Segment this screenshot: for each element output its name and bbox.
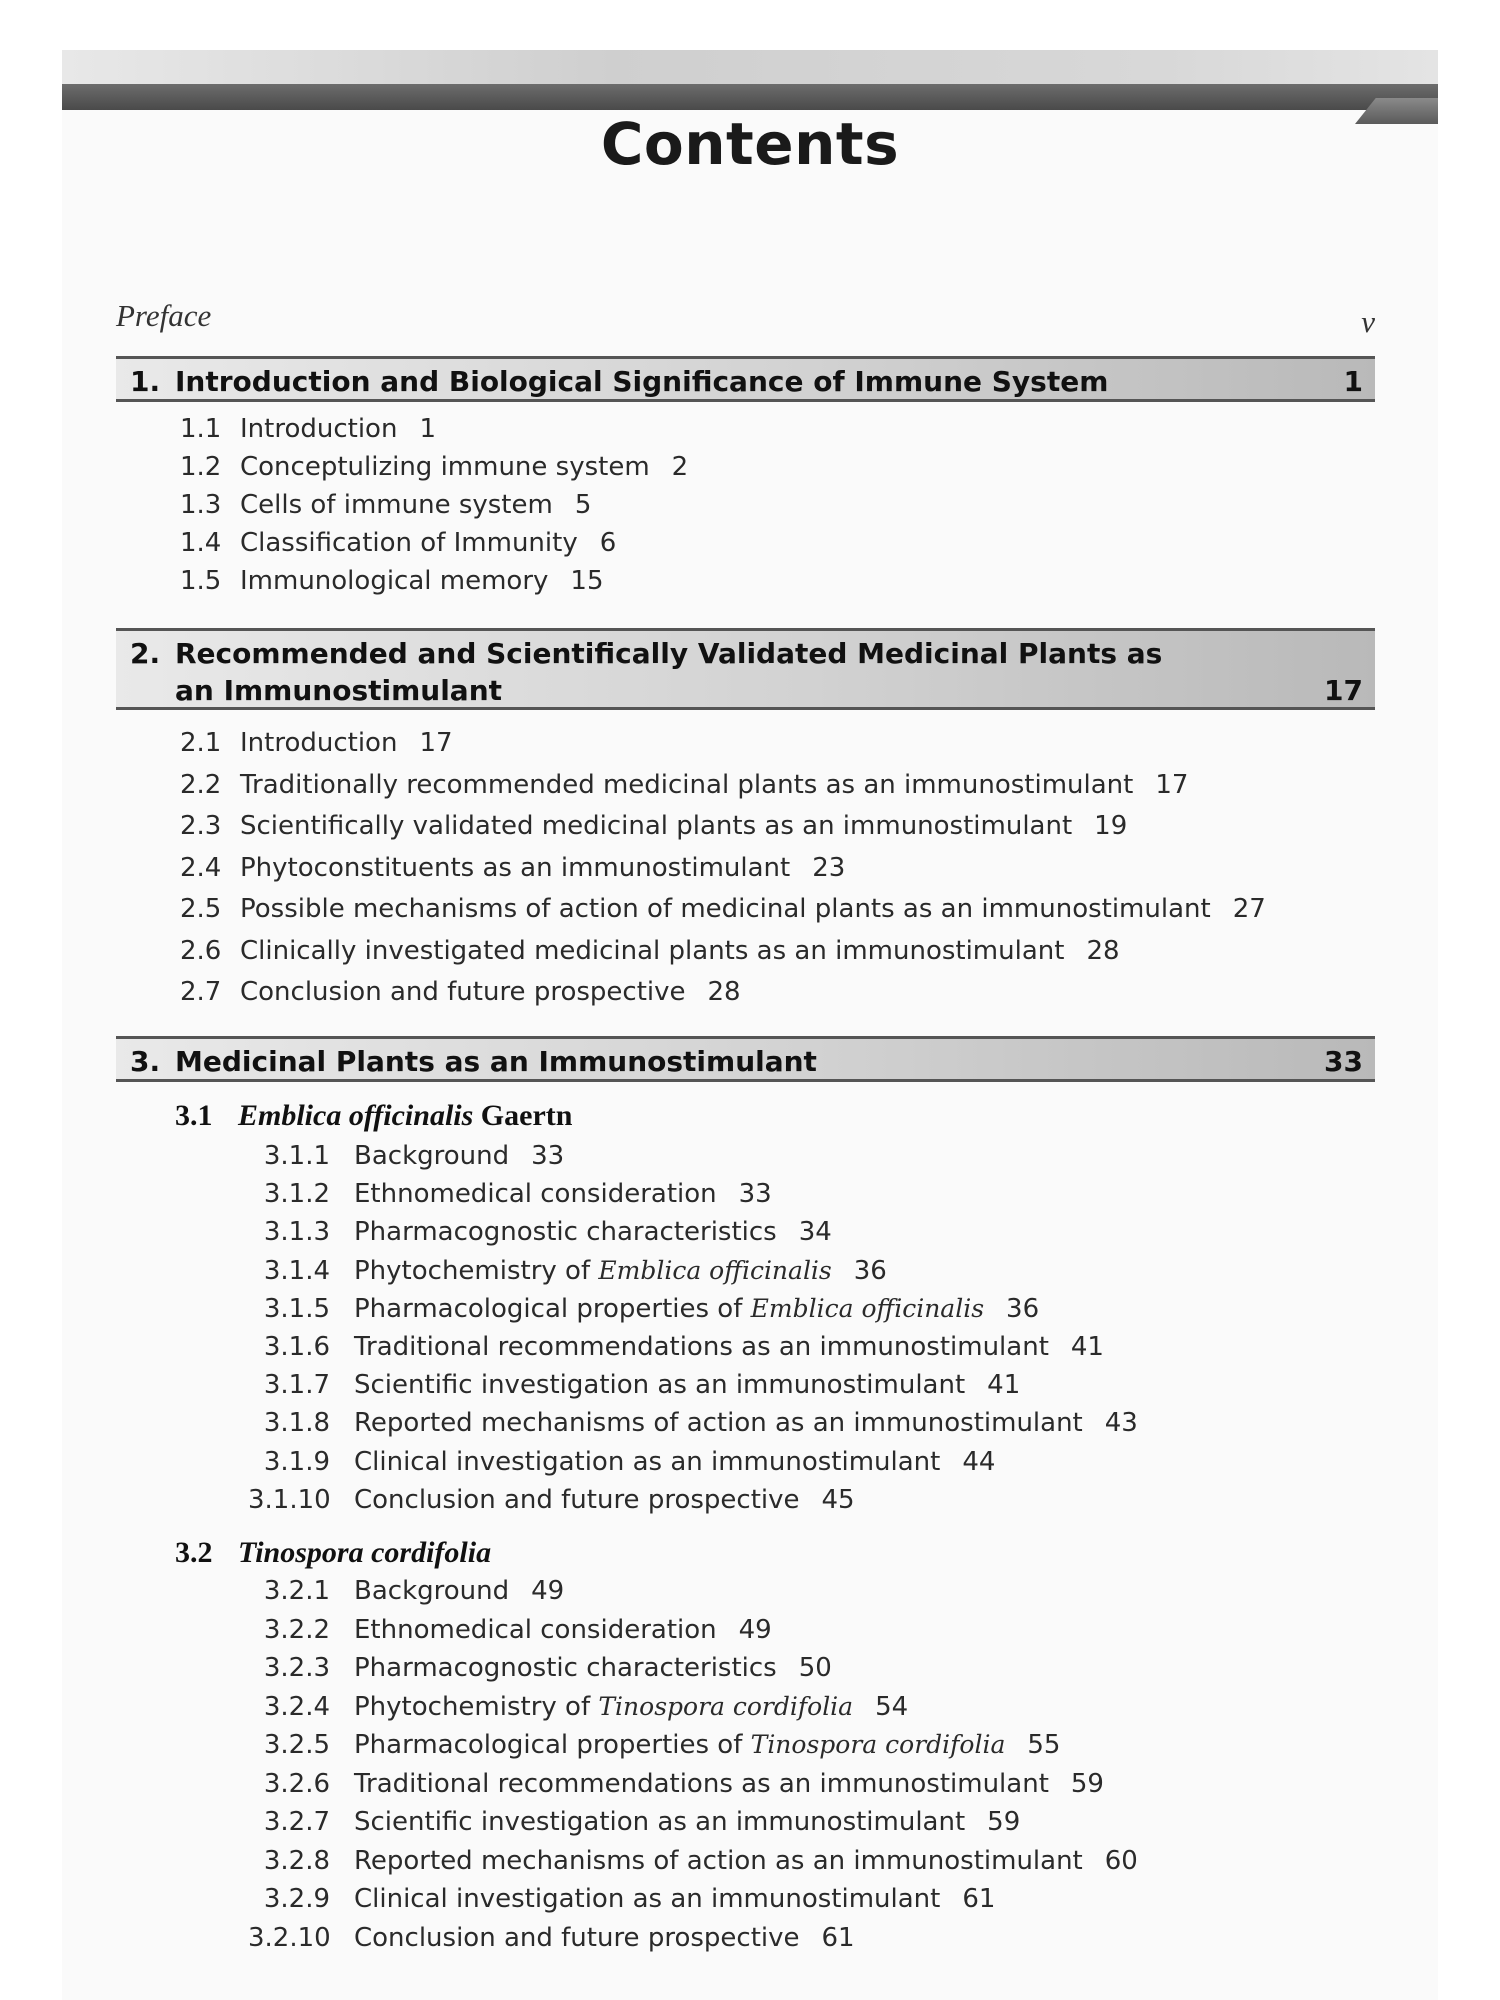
chapter-3-heading[interactable] [116, 1036, 1375, 1082]
entry-number: 3.1.8 [263, 1408, 330, 1439]
section-plant-author: Gaertn [480, 1099, 573, 1132]
entry-page: 44 [962, 1446, 996, 1477]
chapter-2-entry[interactable] [180, 852, 846, 883]
entry-page: 17 [419, 728, 453, 758]
entry-page: 59 [987, 1807, 1021, 1837]
entry-page: 36 [853, 1255, 887, 1286]
entry-page: 33 [738, 1179, 772, 1210]
entry-page: 59 [1070, 1768, 1104, 1799]
section-plant-name: Tinospora cordifolia [238, 1536, 492, 1569]
entry-title: Possible mechanisms of action of medicinal plants as an immunostimulant 27 [240, 894, 1266, 924]
entry-title: Reported mechanisms of action as an immunostimulant 43 [354, 1408, 1138, 1439]
entry-plant-name: Emblica officinalis [598, 1255, 832, 1285]
entry-title: Clinical investigation as an immunostimulant 44 [354, 1446, 996, 1477]
entry-title: Traditional recommendations as an immunostimulant 41 [354, 1332, 1104, 1362]
entry-number: 3.2.1 [263, 1576, 330, 1606]
section-number: 3.2 [175, 1536, 213, 1569]
section-3-1-entry[interactable] [248, 1484, 855, 1515]
section-3-2-entry[interactable] [248, 1576, 565, 1606]
entry-page: 27 [1232, 894, 1266, 924]
entry-title: Traditionally recommended medicinal plants as an immunostimulant 17 [240, 769, 1189, 800]
entry-number: 2.5 [180, 894, 222, 924]
entry-number: 3.2.10 [248, 1922, 331, 1953]
entry-title: Conceptulizing immune system 2 [240, 452, 689, 482]
chapter-title-line-1: Recommended and Scientifically Validated Medicinal Plants as [175, 637, 1163, 670]
entry-title: Clinically investigated medicinal plants as an immunostimulant 28 [240, 935, 1120, 966]
entry-page: 50 [798, 1653, 832, 1683]
section-3-1-entry[interactable] [248, 1217, 832, 1248]
entry-number: 2.1 [180, 728, 222, 758]
entry-page: 36 [1006, 1293, 1040, 1324]
entry-page: 61 [821, 1922, 855, 1953]
chapter-number: 1. [130, 365, 161, 398]
chapter-1-heading[interactable] [116, 356, 1375, 402]
section-3-2-entry[interactable] [248, 1807, 1021, 1837]
preface-page: v [1361, 304, 1375, 339]
entry-title: Ethnomedical consideration 33 [354, 1179, 772, 1210]
entry-number: 3.2.8 [263, 1845, 330, 1876]
entry-title: Phytochemistry of Tinospora cordifolia 54 [354, 1691, 909, 1722]
section-3-2-entry[interactable] [248, 1691, 909, 1722]
entry-page: 49 [531, 1576, 565, 1606]
entry-title: Conclusion and future prospective 45 [354, 1484, 855, 1515]
entry-number: 2.2 [180, 769, 222, 800]
chapter-2-heading[interactable] [116, 628, 1375, 710]
chapter-2-entry[interactable] [180, 977, 741, 1007]
entry-title: Background 33 [354, 1141, 565, 1171]
chapter-title-line-2: an Immunostimulant [175, 674, 503, 707]
chapter-1-entry[interactable] [180, 414, 436, 444]
entry-number: 3.1.2 [263, 1179, 330, 1210]
entry-title: Background 49 [354, 1576, 565, 1606]
chapter-2-entry[interactable] [180, 769, 1189, 800]
entry-number: 3.1.3 [263, 1217, 330, 1248]
entry-page: 41 [987, 1370, 1021, 1401]
entry-page: 2 [671, 452, 689, 482]
entry-number: 2.6 [180, 935, 222, 966]
entry-title: Phytoconstituents as an immunostimulant 23 [240, 852, 846, 883]
chapter-2-entry[interactable] [180, 894, 1266, 924]
header-band-highlight [62, 50, 1438, 84]
entry-page: 61 [962, 1884, 996, 1914]
entry-title: Introduction 17 [240, 728, 453, 758]
section-3-1-entry[interactable] [248, 1293, 1040, 1324]
entry-page: 15 [570, 566, 604, 596]
section-3-1-entry[interactable] [248, 1408, 1138, 1439]
entry-number: 2.4 [180, 852, 222, 883]
entry-number: 2.7 [180, 977, 222, 1007]
entry-title: Clinical investigation as an immunostimulant 61 [354, 1884, 996, 1914]
entry-number: 3.1.9 [263, 1446, 330, 1477]
section-3-2-entry[interactable] [248, 1614, 772, 1645]
chapter-2-entry[interactable] [180, 811, 1128, 841]
chapter-2-entry[interactable] [180, 935, 1120, 966]
section-3-1-entry[interactable] [248, 1255, 887, 1286]
entry-number: 2.3 [180, 811, 222, 841]
entry-title: Scientific investigation as an immunostimulant 41 [354, 1370, 1021, 1401]
entry-title: Pharmacognostic characteristics 50 [354, 1653, 832, 1683]
section-3-2-entry[interactable] [248, 1922, 855, 1953]
entry-number: 1.5 [180, 566, 222, 596]
entry-page: 33 [531, 1141, 565, 1171]
entry-page: 6 [599, 528, 617, 558]
section-3-2-entry[interactable] [248, 1768, 1104, 1799]
entry-title: Ethnomedical consideration 49 [354, 1614, 772, 1645]
section-3-1-entry[interactable] [248, 1370, 1021, 1401]
entry-title: Conclusion and future prospective 28 [240, 977, 741, 1007]
entry-number: 1.4 [180, 528, 222, 558]
chapter-page: 1 [1343, 365, 1363, 398]
entry-number: 1.3 [180, 490, 222, 520]
entry-plant-name: Emblica officinalis [750, 1293, 985, 1323]
entry-page: 41 [1070, 1332, 1104, 1362]
entry-title: Traditional recommendations as an immunostimulant 59 [354, 1768, 1104, 1799]
chapter-1-entry[interactable] [180, 452, 689, 482]
chapter-page: 33 [1324, 1045, 1363, 1078]
section-number: 3.1 [175, 1099, 213, 1132]
entry-title: Phytochemistry of Emblica officinalis 36 [354, 1255, 887, 1286]
entry-title: Reported mechanisms of action as an immunostimulant 60 [354, 1845, 1138, 1876]
entry-page: 54 [875, 1691, 909, 1722]
preface-entry[interactable] [116, 298, 1375, 338]
entry-page: 23 [812, 852, 846, 883]
entry-page: 49 [738, 1614, 772, 1645]
entry-number: 3.2.9 [263, 1884, 330, 1914]
preface-label: Preface [116, 298, 212, 333]
chapter-1-entry[interactable] [180, 528, 617, 558]
entry-number: 3.1.5 [263, 1293, 330, 1324]
chapter-title: Introduction and Biological Significance of Immune System [175, 365, 1109, 398]
entry-title: Scientifically validated medicinal plants as an immunostimulant 19 [240, 811, 1128, 841]
entry-number: 3.1.10 [248, 1484, 331, 1515]
entry-title: Conclusion and future prospective 61 [354, 1922, 855, 1953]
entry-title: Classification of Immunity 6 [240, 528, 617, 558]
entry-number: 3.2.6 [263, 1768, 330, 1799]
section-3-2-entry[interactable] [248, 1730, 1061, 1760]
entry-plant-name: Tinospora cordifolia [598, 1691, 854, 1721]
section-3-2-heading[interactable] [175, 1536, 491, 1570]
chapter-title: Medicinal Plants as an Immunostimulant [175, 1045, 817, 1078]
entry-page: 55 [1027, 1730, 1061, 1760]
chapter-number: 2. [130, 637, 161, 670]
entry-page: 43 [1104, 1408, 1138, 1439]
entry-plant-name: Tinospora cordifolia [750, 1730, 1006, 1759]
section-3-1-entry[interactable] [248, 1141, 565, 1171]
entry-number: 1.2 [180, 452, 222, 482]
chapter-page: 17 [1324, 674, 1363, 707]
entry-title: Scientific investigation as an immunostimulant 59 [354, 1807, 1021, 1837]
entry-number: 3.2.4 [263, 1691, 330, 1722]
entry-page: 17 [1155, 769, 1189, 800]
section-3-1-entry[interactable] [248, 1179, 772, 1210]
entry-number: 1.1 [180, 414, 222, 444]
entry-page: 45 [821, 1484, 855, 1515]
entry-number: 3.1.1 [263, 1141, 330, 1171]
entry-page: 28 [707, 977, 741, 1007]
entry-title: Introduction 1 [240, 414, 436, 444]
section-plant-name: Emblica officinalis [238, 1099, 474, 1132]
chapter-number: 3. [130, 1045, 161, 1078]
entry-number: 3.2.3 [263, 1653, 330, 1683]
entry-title: Cells of immune system 5 [240, 490, 592, 520]
entry-title: Pharmacological properties of Tinospora cordifolia 55 [354, 1730, 1061, 1760]
entry-title: Pharmacological properties of Emblica officinalis 36 [354, 1293, 1040, 1324]
section-3-2-entry[interactable] [248, 1884, 996, 1914]
entry-page: 34 [798, 1217, 832, 1248]
entry-page: 1 [419, 414, 436, 444]
entry-number: 3.2.7 [263, 1807, 330, 1837]
chapter-1-entry[interactable] [180, 490, 592, 520]
entry-page: 5 [574, 490, 592, 520]
section-3-1-entry[interactable] [248, 1332, 1104, 1362]
section-3-2-entry[interactable] [248, 1653, 832, 1683]
entry-number: 3.2.5 [263, 1730, 330, 1760]
entry-number: 3.1.6 [263, 1332, 330, 1362]
entry-title: Immunological memory 15 [240, 566, 604, 596]
chapter-2-entry[interactable] [180, 728, 453, 758]
entry-title: Pharmacognostic characteristics 34 [354, 1217, 832, 1248]
entry-page: 60 [1104, 1845, 1138, 1876]
section-3-1-heading[interactable] [175, 1099, 572, 1133]
entry-number: 3.2.2 [263, 1614, 330, 1645]
section-3-1-entry[interactable] [248, 1446, 996, 1477]
page-title: Contents [600, 110, 900, 178]
entry-page: 28 [1086, 935, 1120, 966]
entry-number: 3.1.7 [263, 1370, 330, 1401]
chapter-1-entry[interactable] [180, 566, 604, 596]
entry-page: 19 [1094, 811, 1128, 841]
entry-number: 3.1.4 [263, 1255, 330, 1286]
section-3-2-entry[interactable] [248, 1845, 1138, 1876]
